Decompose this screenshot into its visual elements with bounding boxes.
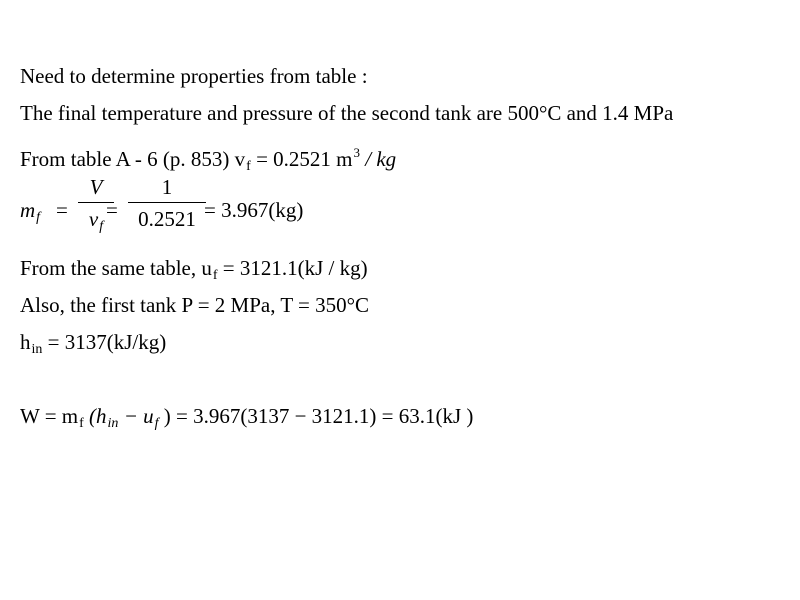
enthalpy-line: [20, 330, 166, 362]
same-table-equation: = 3121.1(kJ / kg): [217, 256, 368, 280]
same-table-subscript: f: [212, 268, 218, 283]
mass-fraction-1-den-symbol: v: [88, 207, 99, 231]
work-h-symbol: (h: [83, 404, 107, 428]
table-ref-superscript: 3: [353, 145, 361, 160]
table-ref-line: [20, 141, 396, 179]
enthalpy-subscript: in: [31, 342, 43, 357]
work-result: ) = 3.967(3137 − 3121.1) = 63.1(kJ ): [158, 404, 474, 428]
final-state-line: [20, 101, 673, 125]
first-tank-text: Also, the first tank P = 2 MPa, T = 350°C: [20, 293, 370, 317]
enthalpy-symbol: h: [20, 330, 31, 354]
work-h-subscript: in: [107, 416, 119, 431]
work-lhs-subscript: f: [79, 416, 84, 431]
mass-lhs-symbol: m: [20, 198, 36, 222]
work-u-subscript: f: [154, 416, 159, 431]
enthalpy-equation: = 3137(kJ/kg): [42, 330, 167, 354]
mass-fraction-1-numerator: V: [89, 175, 103, 199]
work-lhs: W = m: [20, 404, 79, 428]
mass-fraction-2-numerator: 1: [161, 175, 173, 199]
table-ref-text: From table A - 6 (p. 853) v: [20, 147, 246, 171]
mass-lhs-subscript: f: [36, 210, 41, 225]
mass-equals-1: =: [56, 198, 68, 222]
intro-text: Need to determine properties from table :: [20, 64, 368, 88]
same-table-text: From the same table, u: [20, 256, 212, 280]
work-line: [20, 404, 473, 436]
same-table-line: [20, 256, 368, 288]
table-ref-subscript: f: [246, 159, 251, 174]
table-ref-unit: / kg: [360, 147, 397, 171]
first-tank-line: [20, 293, 369, 317]
mass-equals-2: =: [106, 198, 118, 222]
mass-lhs: [20, 198, 40, 230]
table-ref-equation: = 0.2521 m: [250, 147, 353, 171]
mass-fraction-1-den-subscript: f: [99, 219, 104, 234]
intro-line: [20, 64, 368, 88]
mass-fraction-2-denominator: 0.2521: [138, 207, 196, 231]
final-state-text: The final temperature and pressure of the second tank are 500°C and 1.4 MPa: [20, 101, 674, 125]
mass-fraction-2: [128, 175, 206, 231]
mass-fraction-2-bar: [128, 202, 206, 203]
mass-result: = 3.967(kg): [204, 198, 304, 222]
mass-equation: [20, 175, 420, 245]
work-u-symbol: − u: [118, 404, 154, 428]
